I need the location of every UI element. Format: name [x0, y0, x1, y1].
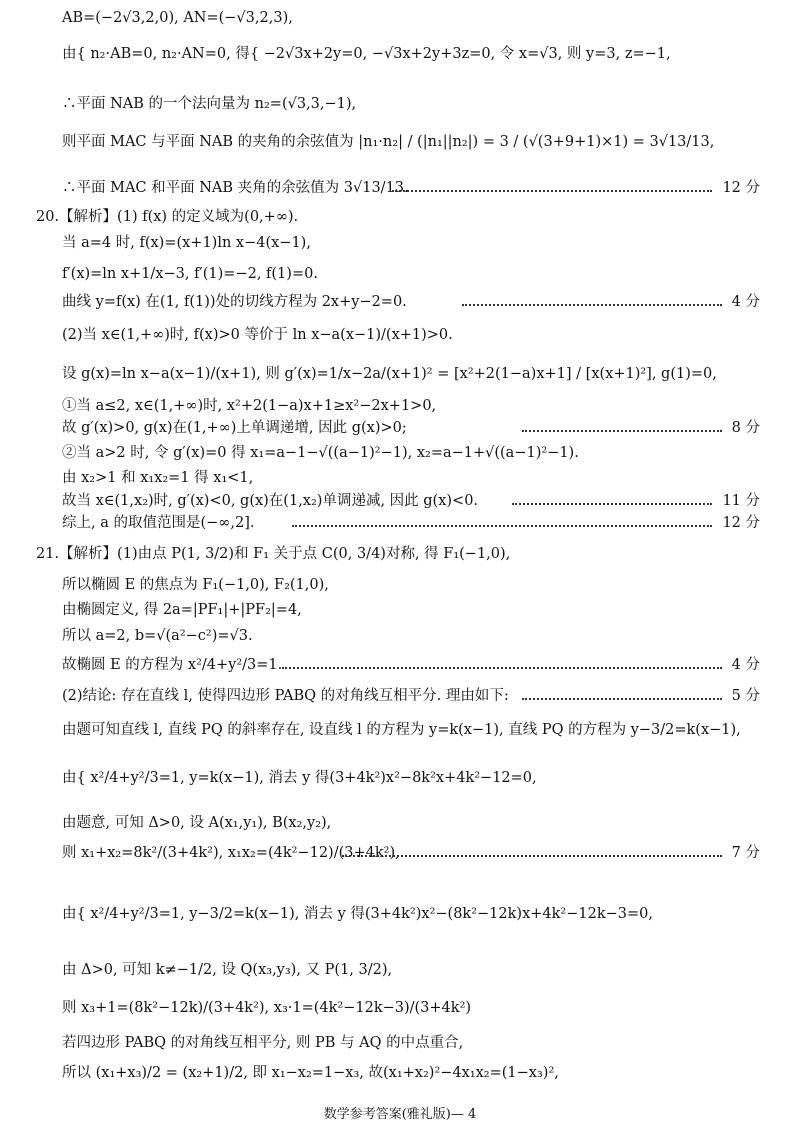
text-line: ①当 a≤2, x∈(1,+∞)时, x²+2(1−a)x+1≥x²−2x+1>0, [62, 398, 437, 414]
score-value: 4 分 [731, 657, 760, 673]
text-line: 则 x₁+x₂=8k²/(3+4k²), x₁x₂=(4k²−12)/(3+4k²), [62, 845, 400, 861]
text-line: 由椭圆定义, 得 2a=|PF₁|+|PF₂|=4, [62, 602, 302, 618]
text-line: 所以 a=2, b=√(a²−c²)=√3. [62, 628, 253, 644]
score-marker [392, 178, 760, 198]
leader-dots [392, 190, 712, 192]
text-line: 则平面 MAC 与平面 NAB 的夹角的余弦值为 |n₁·n₂| / (|n₁||n₂|) = 3 / (√(3+9+1)×1) = 3√13/13, [62, 134, 715, 150]
text-line: ②当 a>2 时, 令 g′(x)=0 得 x₁=a−1−√((a−1)²−1), x₂=a−1+√((a−1)²−1). [62, 445, 579, 461]
text-line: 由{ n₂·AB=0, n₂·AN=0, 得{ −2√3x+2y=0, −√3x+2y+3z=0, 令 x=√3, 则 y=3, z=−1, [62, 46, 671, 62]
text-line: AB=(−2√3,2,0), AN=(−√3,2,3), [62, 10, 293, 26]
text-line: 由题可知直线 l, 直线 PQ 的斜率存在, 设直线 l 的方程为 y=k(x−1), 直线 PQ 的方程为 y−3/2=k(x−1), [62, 722, 741, 738]
score-marker [292, 513, 760, 533]
score-marker [462, 292, 760, 312]
leader-dots [522, 698, 722, 700]
leader-dots [292, 525, 712, 527]
score-marker [282, 655, 760, 675]
score-value: 7 分 [731, 845, 760, 861]
score-value: 8 分 [731, 420, 760, 436]
text-line: (2)结论: 存在直线 l, 使得四边形 PABQ 的对角线互相平分. 理由如下: [62, 688, 509, 704]
text-line: ∴平面 NAB 的一个法向量为 n₂=(√3,3,−1), [62, 96, 357, 112]
text-line: ∴平面 MAC 和平面 NAB 夹角的余弦值为 3√13/13. [62, 180, 409, 196]
text-line: 故 g′(x)>0, g(x)在(1,+∞)上单调递增, 因此 g(x)>0; [62, 420, 407, 436]
text-line: f′(x)=ln x+1/x−3, f′(1)=−2, f(1)=0. [62, 266, 318, 282]
text-line: 故椭圆 E 的方程为 x²/4+y²/3=1. [62, 657, 283, 673]
leader-dots [522, 430, 722, 432]
score-value: 5 分 [731, 688, 760, 704]
text-line: 由题意, 可知 Δ>0, 设 A(x₁,y₁), B(x₂,y₂), [62, 815, 332, 831]
text-line: 则 x₃+1=(8k²−12k)/(3+4k²), x₃·1=(4k²−12k−3)/(3+4k²) [62, 1000, 472, 1016]
text-line: (2)当 x∈(1,+∞)时, f(x)>0 等价于 ln x−a(x−1)/(x+1)>0. [62, 327, 453, 343]
score-value: 4 分 [731, 294, 760, 310]
text-line: 由{ x²/4+y²/3=1, y=k(x−1), 消去 y 得(3+4k²)x²−8k²x+4k²−12=0, [62, 770, 537, 786]
question-heading: 21.【解析】(1)由点 P(1, 3/2)和 F₁ 关于点 C(0, 3/4)对称, 得 F₁(−1,0), [36, 546, 511, 562]
leader-dots [342, 855, 722, 857]
leader-dots [282, 667, 722, 669]
text-line: 所以椭圆 E 的焦点为 F₁(−1,0), F₂(1,0), [62, 577, 329, 593]
text-line: 所以 (x₁+x₃)/2 = (x₂+1)/2, 即 x₁−x₂=1−x₃, 故(x₁+x₂)²−4x₁x₂=(1−x₃)², [62, 1065, 559, 1081]
score-marker [522, 686, 760, 706]
text-line: 由 Δ>0, 可知 k≠−1/2, 设 Q(x₃,y₃), 又 P(1, 3/2), [62, 962, 393, 978]
text-line: 由{ x²/4+y²/3=1, y−3/2=k(x−1), 消去 y 得(3+4k²)x²−(8k²−12k)x+4k²−12k−3=0, [62, 906, 653, 922]
score-marker [522, 418, 760, 438]
leader-dots [512, 503, 712, 505]
score-value: 11 分 [722, 493, 760, 509]
text-line: 由 x₂>1 和 x₁x₂=1 得 x₁<1, [62, 470, 254, 486]
text-line: 若四边形 PABQ 的对角线互相平分, 则 PB 与 AQ 的中点重合, [62, 1035, 464, 1051]
page-footer: 数学参考答案(雅礼版)— 4 [323, 1107, 477, 1122]
text-line: 当 a=4 时, f(x)=(x+1)ln x−4(x−1), [62, 235, 311, 251]
score-marker [512, 491, 760, 511]
question-heading: 20.【解析】(1) f(x) 的定义域为(0,+∞). [36, 209, 299, 225]
text-line: 设 g(x)=ln x−a(x−1)/(x+1), 则 g′(x)=1/x−2a/(x+1)² = [x²+2(1−a)x+1] / [x(x+1)²], g(1)=0, [62, 366, 717, 382]
score-value: 12 分 [722, 515, 760, 531]
text-line: 综上, a 的取值范围是(−∞,2]. [62, 515, 255, 531]
text-line: 故当 x∈(1,x₂)时, g′(x)<0, g(x)在(1,x₂)单调递减, 因此 g(x)<0. [62, 493, 479, 509]
text-line: 曲线 y=f(x) 在(1, f(1))处的切线方程为 2x+y−2=0. [62, 294, 407, 310]
score-value: 12 分 [722, 180, 760, 196]
leader-dots [462, 304, 722, 306]
score-marker [342, 843, 760, 863]
